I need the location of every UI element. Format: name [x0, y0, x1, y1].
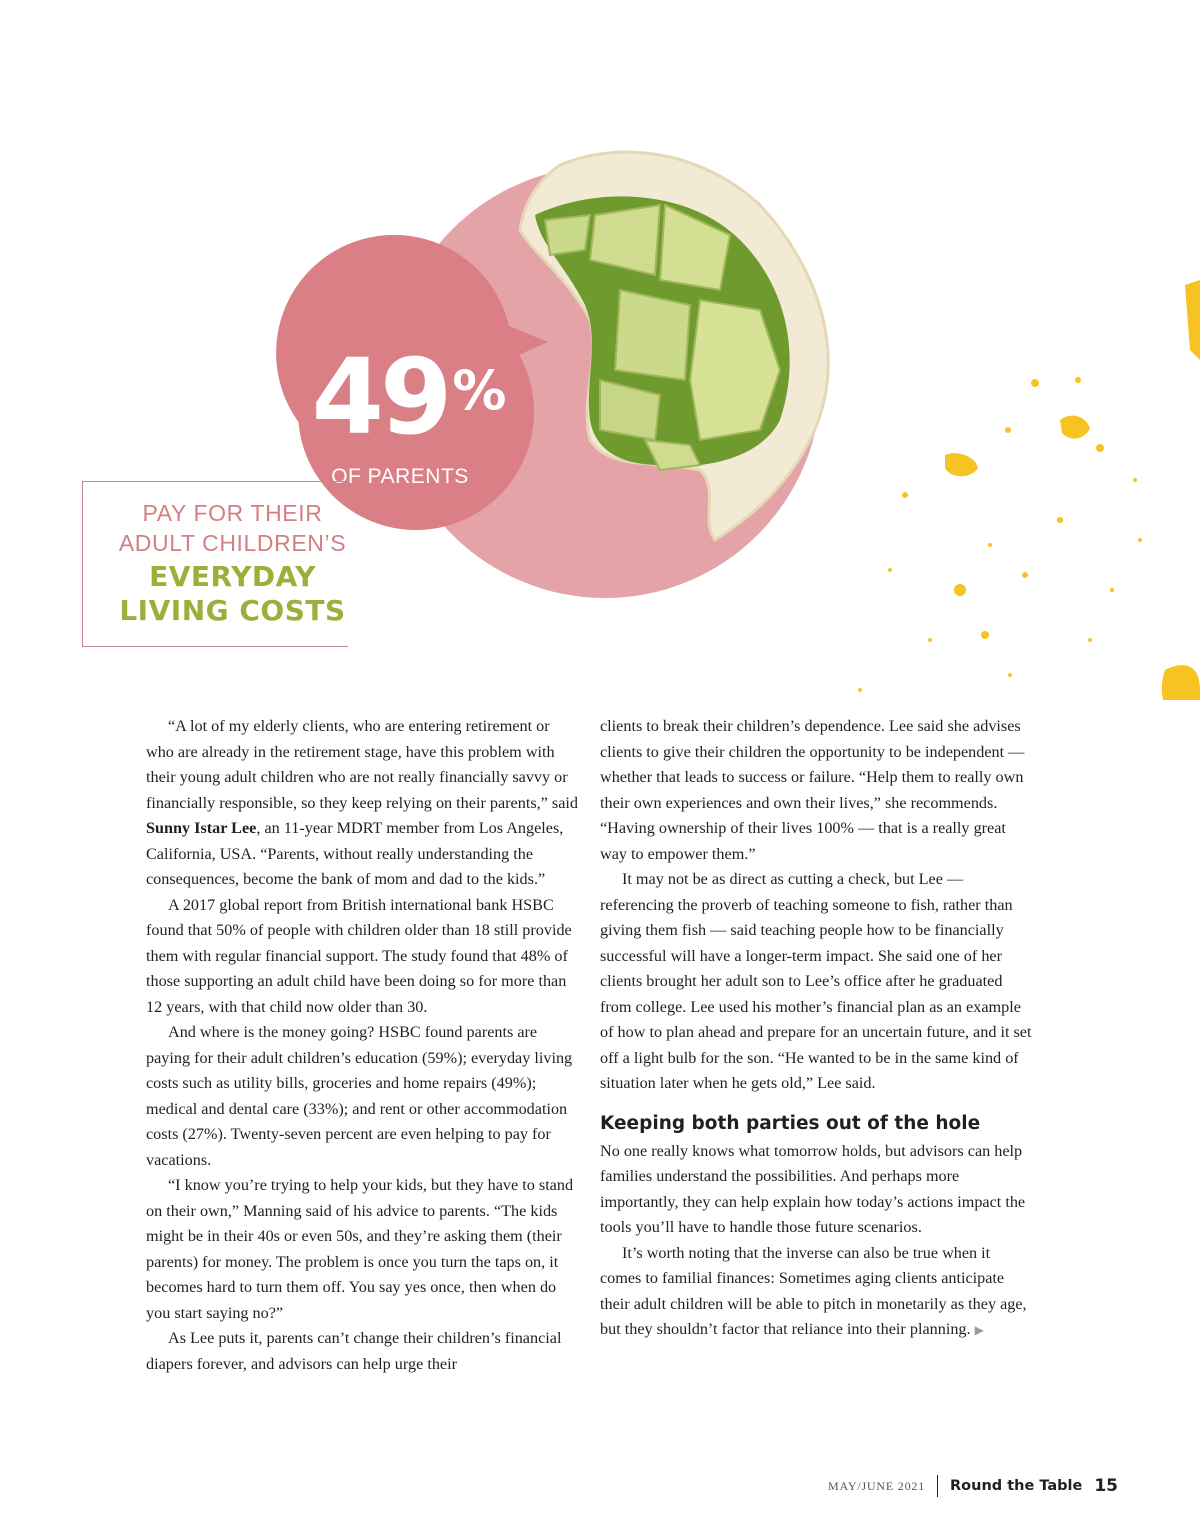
- callout-line-2: ADULT CHILDREN’S: [118, 530, 347, 556]
- paragraph: And where is the money going? HSBC found parents are paying for their adult children’s education (59%); everyday living costs such as utility bills, groceries and home repairs (49%); medical and dental care (33%); and rent or other accommodation costs (27%). Twenty-seven percent are even helping to pay for vacations.: [146, 1023, 573, 1169]
- callout-line-1: PAY FOR THEIR: [142, 500, 323, 526]
- paragraph: No one really knows what tomorrow holds, but advisors can help families understand the possibilities. And perhaps more importantly, they can help explain how today’s actions impact the tools you’ll have to handle those future scenarios.: [600, 1141, 1026, 1236]
- paragraph-text: It’s worth noting that the inverse can also be true when it comes to familial finances: Sometimes aging clients anticipate their adult children will be able to pitch in monetarily as they age, but they shouldn’t factor that reliance into their planning.: [600, 1243, 1027, 1338]
- paragraph: A 2017 global report from British international bank HSBC found that 50% of people with children older than 18 still provide them with regular financial support. The study found that 48% of those supporting an adult child have been doing so for more than 12 years, with that child now older than 30.: [146, 895, 572, 1016]
- person-name: Sunny Istar Lee: [146, 819, 257, 837]
- footer-divider: [937, 1475, 938, 1497]
- paragraph: It may not be as direct as cutting a check, but Lee — referencing the proverb of teaching someone to fish, rather than giving them fish — said teaching people how to be financially successful will have a longer-term impact. She said one of her clients brought her adult son to Lee’s office after he graduated from college. Lee used his mother’s financial plan as an example of how to plan ahead and prepare for an uncertain future, and it set off a light bulb for the son. “He wanted to be in the same kind of situation later when he gets old,” Lee said.: [600, 870, 1032, 1092]
- stat-headline: [300, 336, 530, 458]
- stat-number: 49: [311, 336, 449, 458]
- paragraph-text: “A lot of my elderly clients, who are entering retirement or who are already in the retirement stage, have this problem with their young adult children who are not really financially savvy or financially responsible, so they keep relying on their parents,” said: [146, 717, 578, 812]
- end-of-article-icon: ▶: [974, 1323, 984, 1337]
- article-column-left: [146, 714, 578, 1377]
- crumbs-decoration: [858, 280, 1200, 700]
- issue-date: MAY/JUNE 2021: [828, 1478, 925, 1493]
- callout-emphasis-1: EVERYDAY: [149, 560, 316, 593]
- page-number: 15: [1094, 1476, 1118, 1496]
- callout-emphasis-2: LIVING COSTS: [119, 594, 346, 627]
- stat-subject: OF PARENTS: [331, 465, 469, 488]
- paragraph: [600, 1241, 1032, 1344]
- paragraph: [146, 714, 578, 893]
- paragraph: “I know you’re trying to help your kids, but they have to stand on their own,” Manning said of his advice to parents. “The kids might be in their 40s or even 50s, and they’re asking them (their parents) for money. The problem is once you turn the taps on, it becomes hard to turn them off. You say yes once, then when do you start saying no?”: [146, 1176, 574, 1322]
- stat-percent-sign: %: [452, 359, 507, 422]
- section-heading: Keeping both parties out of the hole: [600, 1112, 981, 1134]
- page-footer: [828, 1474, 1118, 1498]
- article-column-right: [600, 714, 1032, 1344]
- paragraph: As Lee puts it, parents can’t change their children’s financial diapers forever, and advisors can help urge their: [146, 1329, 562, 1373]
- paragraph-text: , an 11-year MDRT member from Los Angeles, California, USA. “Parents, without really understanding the consequences, become the bank of mom and dad to the kids.”: [146, 819, 564, 888]
- magazine-title: Round the Table: [950, 1478, 1083, 1494]
- paragraph: clients to break their children’s dependence. Lee said she advises clients to give their children the opportunity to be independent — whether that leads to success or failure. “Help them to really own their own experiences and own their lives,” she recommends. “Having ownership of their lives 100% — that is a really great way to empower them.”: [600, 717, 1025, 863]
